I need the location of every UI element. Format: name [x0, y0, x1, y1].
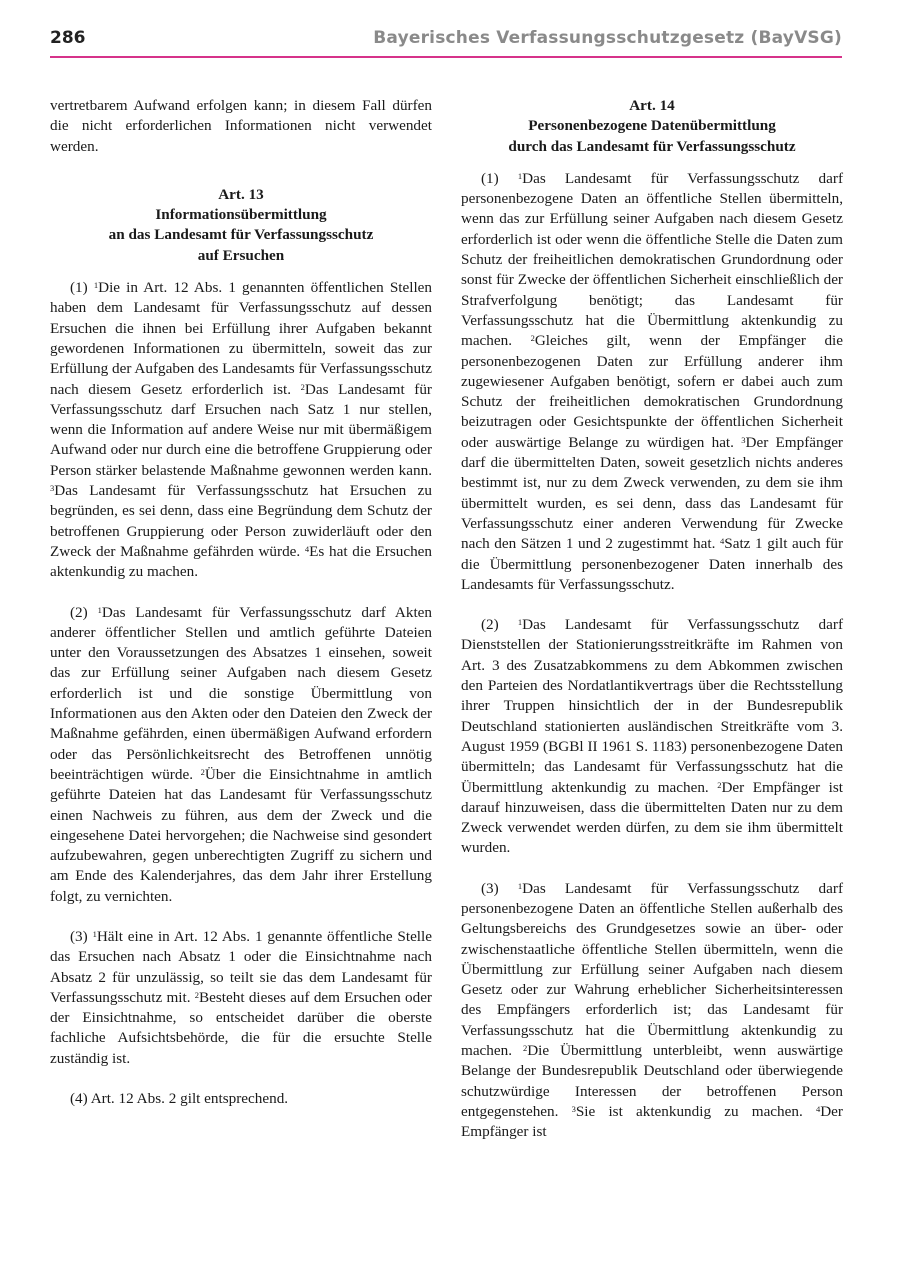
sentence: Es hat die Ersuchen aktenkundig zu machen.: [50, 542, 432, 581]
art13-paragraph-2: (2) $^1$Das Landesamt für Verfassungsschutz darf Akten anderer öffentlicher Stellen und amtlich geführte Dateien unter den Voraussetzungen des Absatzes 1 einsehen, soweit das zur Erfüllung seiner Aufgaben nach diesem Gesetz erforderlich ist und die sonstige Übermittlung von Informationen aus den Akten oder den Dateien den Zweck der Maßnahme gefährden, einen übermäßigen Aufwand erfordern oder das Persönlichkeitsrecht des Betroffenen unnötig beeinträchtigen würde. $^2$Über die Einsichtnahme in amtlich geführte Dateien hat das Landesamt für Verfassungsschutz einen Nachweis zu führen, aus dem der Zweck und die eingesehene Datei hervorgehen; die Nachweise sind gesondert aufzubewahren, gegen unberechtigten Zugriff zu sichern und am Ende des Kalenderjahres, das dem Jahr ihrer Erstellung folgt, zu vernichten.: [50, 603, 432, 905]
art13-paragraph-3: (3) $^1$Hält eine in Art. 12 Abs. 1 genannte öffentliche Stelle das Ersuchen nach Absatz 1 oder die Einsichtnahme nach Absatz 2 für unzulässig, so teilt sie das dem Landesamt für Verfassungsschutz mit. $^2$Besteht dieses auf dem Ersuchen oder der Einsichtnahme, so entscheidet darüber die oberste fachliche Aufsichtsbehörde, die für die ersuchte Stelle zuständig ist.: [50, 927, 432, 1067]
art14-paragraph-1: (1) $^1$Das Landesamt für Verfassungsschutz darf personenbezogene Daten an öffentliche Stellen übermitteln, wenn das zur Erfüllung seiner Aufgaben nach diesem Gesetz erforderlich ist oder wenn die öffentliche Stelle die Daten zum Schutz der freiheitlichen demokratischen Grundordnung oder sonst für Zwecke der öffentlichen Sicherheit einschließlich der Strafverfolgung benötigt; das Landesamt für Verfassungsschutz hat die Übermittlung aktenkundig zu machen. $^2$Gleiches gilt, wenn der Empfänger die personenbezogenen Daten zur Erfüllung anderer ihm zugewiesener Aufgaben benötigt, sofern er dabei auch zum Schutz der freiheitlichen demokratischen Grundordnung beizutragen oder Gesichtspunkte der öffentlichen Sicherheit oder auswärtige Belange zu würdigen hat. $^3$Der Empfänger darf die übermittelten Daten, soweit gesetzlich nichts anderes bestimmt ist, nur zu dem Zweck verwenden, zu dem sie ihm übermittelt wurden, es sei denn, dass das Landesamt für Verfassungsschutz einer anderen Verwendung für Zwecke nach den Sätzen 1 und 2 zugestimmt hat. $^4$Satz 1 gilt auch für die Übermittlung personenbezogener Daten innerhalb des Landesamts für Verfassungsschutz.: [461, 169, 844, 593]
header-rule: [50, 56, 842, 58]
sentence: Das Landesamt für Verfassungsschutz hat Ersuchen zu begründen, es sei denn, dass eine Begründung dem Schutz der betroffenen Gruppierung oder Person zuwiderläuft oder den Zweck der Maßnahme gefährden würde.: [50, 482, 432, 560]
continuation-paragraph: vertretbarem Aufwand erfolgen kann; in diesem Fall dürfen die nicht erforderlichen Informationen nicht verwendet werden.: [50, 97, 432, 155]
running-title: Bayerisches Verfassungsschutzgesetz (BayVSG): [373, 28, 842, 48]
art13-title-line1: Informationsübermittlung: [155, 206, 327, 224]
sentence: Der Empfänger darf die übermittelten Daten, soweit gesetzlich nichts anderes bestimmt ist, nur zu dem Zweck verwenden, zu dem sie ihm übermittelt wurden, es sei denn, dass das Landesamt für Verfassungsschutz einer anderen Verwendung für Zwecke nach den Sätzen 1 und 2 zugestimmt hat.: [461, 433, 843, 553]
paragraph-label: (3): [70, 927, 88, 945]
page-header: [50, 26, 842, 56]
art14-paragraph-2: (2) $^1$Das Landesamt für Verfassungsschutz darf Dienststellen der Stationierungsstreitkräfte im Rahmen von Art. 3 des Zusatzabkommens zu dem Abkommen zwischen den Parteien des Nordatlantikvertrags über die Rechtsstellung ihrer Truppen hinsichtlich der in der Bundesrepublik Deutschland stationierten ausländischen Streitkräfte vom 3. August 1959 (BGBl II 1961 S. 1183) personenbezogene Daten übermitteln; das Landesamt für Verfassungsschutz hat die Übermittlung aktenkundig zu machen. $^2$Der Empfänger ist darauf hinzuweisen, dass die übermittelten Daten nur zu dem Zweck verwendet werden dürfen, zu dem sie ihm übermittelt wurden.: [461, 616, 844, 857]
paragraph-label: (1): [70, 279, 88, 297]
sentence: Das Landesamt für Verfassungsschutz darf Dienststellen der Stationierungsstreitkräfte im Rahmen von Art. 3 des Zusatzabkommens zu dem Abkommen zwischen den Parteien des Nordatlantikvertrags über die Rechtsstellung ihrer Truppen hinsichtlich der in der Bundesrepublik Deutschland stationierten ausländischen Streitkräfte vom 3. August 1959 (BGBl II 1961 S. 1183) personenbezogene Daten übermitteln; das Landesamt für Verfassungsschutz hat die Übermittlung aktenkundig zu machen.: [461, 616, 843, 796]
sentence: Satz 1 gilt auch für die Übermittlung personenbezogener Daten innerhalb des Landesamts für Verfassungsschutz.: [461, 535, 844, 593]
sentence: Hält eine in Art. 12 Abs. 1 genannte öffentliche Stelle das Ersuchen nach Absatz 1 oder die Einsichtnahme nach Absatz 2 für unzulässig, so teilt sie das dem Landesamt für Verfassungsschutz mit.: [50, 927, 432, 1006]
art13-title-line2: an das Landesamt für Verfassungsschutz: [108, 226, 374, 244]
art13-number: Art. 13: [218, 185, 264, 203]
sentence: Das Landesamt für Verfassungsschutz darf Ersuchen nach Satz 1 nur stellen, wenn die Information auf andere Weise nur mit übermäßigem Aufwand oder nur durch eine die betroffene Gruppierung oder Person stärker belastende Maßnahme gewonnen werden kann.: [50, 380, 432, 479]
art13-heading: [50, 185, 432, 266]
paragraph-label: (2): [70, 603, 88, 621]
art14-paragraph-3: (3) $^1$Das Landesamt für Verfassungsschutz darf personenbezogene Daten an öffentliche Stellen außerhalb des Geltungsbereichs des Grundgesetzes sowie an über- oder zwischenstaatliche öffentliche Stellen übermitteln, wenn die Übermittlung zur Erfüllung seiner Aufgaben nach diesem Gesetz oder zur Wahrung erheblicher Sicherheitsinteressen des Empfängers erforderlich ist; das Landesamt für Verfassungsschutz hat die Übermittlung aktenkundig zu machen. $^2$Die Übermittlung unterbleibt, wenn auswärtige Belange der Bundesrepublik Deutschland oder überwiegende schutzwürdige Interessen der betroffenen Person entgegenstehen. $^3$Sie ist aktenkundig zu machen. $^4$Der Empfänger ist: [461, 879, 843, 1141]
sentence: Art. 12 Abs. 2 gilt entsprechend.: [90, 1090, 289, 1108]
right-column: [461, 96, 843, 1143]
sentence: Sie ist aktenkundig zu machen.: [575, 1102, 803, 1120]
paragraph-label: (2): [481, 616, 499, 634]
sentence: Das Landesamt für Verfassungsschutz darf personenbezogene Daten an öffentliche Stellen übermitteln, wenn das zur Erfüllung seiner Aufgaben nach diesem Gesetz erforderlich ist oder wenn die öffentliche Stelle die Daten zum Schutz der freiheitlichen demokratischen Grundordnung oder sonst für Zwecke der öffentlichen Sicherheit einschließlich der Strafverfolgung benötigt; das Landesamt für Verfassungsschutz hat die Übermittlung aktenkundig zu machen.: [461, 169, 843, 350]
art13-paragraph-1: (1) $^1$Die in Art. 12 Abs. 1 genannten öffentlichen Stellen haben dem Landesamt für Verfassungsschutz auf dessen Ersuchen die ihnen bei Erfüllung ihrer Aufgaben bekannt gewordenen Informationen zu übermitteln, soweit das zur Erfüllung der Aufgaben des Landesamts für Verfassungsschutz nach diesem Gesetz erforderlich ist. $^2$Das Landesamt für Verfassungsschutz darf Ersuchen nach Satz 1 nur stellen, wenn die Information auf andere Weise nur mit übermäßigem Aufwand oder nur durch eine die betroffene Gruppierung oder Person stärker belastende Maßnahme gewonnen werden kann. $^3$Das Landesamt für Verfassungsschutz hat Ersuchen zu begründen, es sei denn, dass eine Begründung dem Schutz der betroffenen Gruppierung oder Person zuwiderläuft oder den Zweck der Maßnahme gefährden würde. $^4$Es hat die Ersuchen aktenkundig zu machen.: [50, 279, 432, 581]
art14-heading: [461, 96, 843, 157]
sentence: Das Landesamt für Verfassungsschutz darf personenbezogene Daten an öffentliche Stellen außerhalb des Geltungsbereichs des Grundgesetzes sowie an über- oder zwischenstaatliche öffentliche Stellen übermitteln, wenn die Übermittlung zur Erfüllung seiner Aufgaben nach diesem Gesetz oder zur Wahrung erheblicher Sicherheitsinteressen des Empfängers erforderlich ist; das Landesamt für Verfassungsschutz hat die Übermittlung aktenkundig zu machen.: [461, 879, 843, 1060]
art13-paragraph-4: [50, 1089, 432, 1109]
art13-title-line3: auf Ersuchen: [197, 246, 285, 264]
sentence: Das Landesamt für Verfassungsschutz darf Akten anderer öffentlicher Stellen und amtlich geführte Dateien unter den Voraussetzungen des Absatzes 1 einsehen, soweit das zur Erfüllung seiner Aufgaben nach diesem Gesetz erforderlich ist und die sonstige Übermittlung von Informationen aus den Akten oder den Dateien den Zweck der Maßnahme gefährden, einen übermäßigen Aufwand erfordern oder das Persönlichkeitsrecht des Betroffenen unnötig beeinträchtigen würde.: [50, 603, 432, 783]
sentence: Die Übermittlung unterbleibt, wenn auswärtige Belange der Bundesrepublik Deutschland oder überwiegende schutzwürdige Interessen der betroffenen Person entgegenstehen.: [461, 1042, 843, 1120]
sentence: Über die Einsichtnahme in amtlich geführte Dateien hat das Landesamt für Verfassungsschutz einen Nachweis zu führen, aus dem der Zweck und die eingesehene Datei hervorgehen; die Nachweise sind gesondert aufzubewahren, gegen unberechtigten Zugriff zu sichern und am Ende des Kalenderjahres, das dem Jahr ihrer Erstellung folgt, zu vernichten.: [50, 765, 432, 905]
left-column: [50, 96, 432, 1109]
art14-title-line1: Personenbezogene Datenübermittlung: [528, 117, 776, 135]
sentence: Besteht dieses auf dem Ersuchen oder der Einsichtnahme, so entscheidet darüber die oberste fachliche Aufsichtsbehörde, die für die ersuchte Stelle zuständig ist.: [50, 988, 432, 1067]
sentence: Die in Art. 12 Abs. 1 genannten öffentlichen Stellen haben dem Landesamt für Verfassungsschutz auf dessen Ersuchen die ihnen bei Erfüllung ihrer Aufgaben bekannt gewordenen Informationen zu übermitteln, soweit das zur Erfüllung der Aufgaben des Landesamts für Verfassungsschutz nach diesem Gesetz erforderlich ist.: [50, 279, 432, 398]
paragraph-label: (3): [481, 879, 499, 897]
paragraph-label: (4): [70, 1090, 88, 1108]
paragraph-label: (1): [481, 169, 499, 187]
sentence: Gleiches gilt, wenn der Empfänger die personenbezogenen Daten zur Erfüllung anderer ihm zugewiesener Aufgaben benötigt, sofern er dabei auch zum Schutz der freiheitlichen demokratischen Grundordnung beizutragen oder Gesichtspunkte der öffentlichen Sicherheit oder auswärtige Belange zu würdigen hat.: [461, 332, 844, 451]
page-number: 286: [50, 28, 86, 48]
sentence: Der Empfänger ist darauf hinzuweisen, dass die übermittelten Daten nur zu dem Zweck verwendet werden dürfen, zu dem sie ihm übermittelt wurden.: [461, 778, 844, 857]
art14-title-line2: durch das Landesamt für Verfassungsschutz: [508, 137, 796, 155]
sentence: Der Empfänger ist: [461, 1102, 843, 1141]
art14-number: Art. 14: [629, 97, 675, 114]
